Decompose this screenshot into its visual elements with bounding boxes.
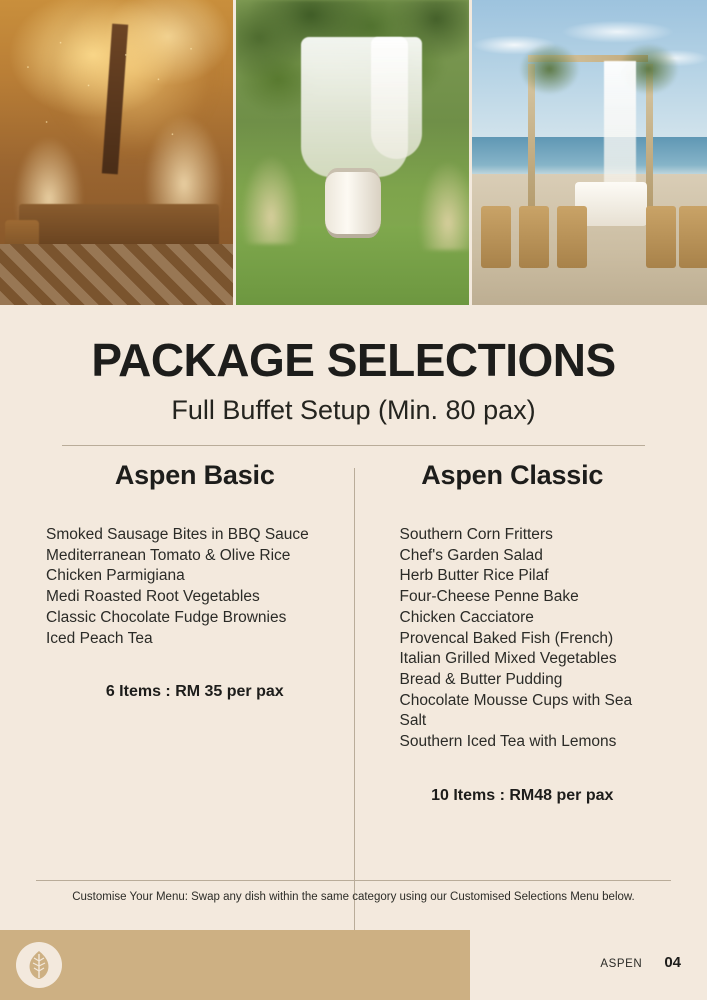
page-footer xyxy=(0,930,707,1000)
package-price-classic: 10 Items : RM48 per pax xyxy=(431,786,614,804)
beach-setup-photo xyxy=(472,0,707,305)
list-item: Bread & Butter Pudding xyxy=(399,670,563,688)
note-divider xyxy=(36,880,671,881)
photo-gallery xyxy=(0,0,707,305)
list-item: Herb Butter Rice Pilaf xyxy=(399,567,549,585)
page-number: 04 xyxy=(664,954,681,971)
list-item: Iced Peach Tea xyxy=(46,629,153,647)
list-item: Italian Grilled Mixed Vegetables xyxy=(399,650,617,668)
header-divider xyxy=(62,445,645,446)
page-subtitle: Full Buffet Setup (Min. 80 pax) xyxy=(171,395,536,425)
list-item: Southern Iced Tea with Lemons xyxy=(399,733,617,751)
garden-ceremony-arch-photo xyxy=(236,0,469,305)
rustic-golden-reception-photo xyxy=(0,0,233,305)
leaf-emblem-icon xyxy=(16,942,62,988)
list-item: Smoked Sausage Bites in BBQ Sauce xyxy=(46,526,309,543)
customise-note: Customise Your Menu: Swap any dish within the same category using our Customised Selections Menu below. xyxy=(72,891,635,903)
list-item: Provencal Baked Fish (French) xyxy=(399,629,614,647)
package-items-basic xyxy=(46,525,344,649)
footer-meta xyxy=(600,954,681,971)
package-title-basic: Aspen Basic xyxy=(114,460,275,490)
list-item: Chocolate Mousse Cups with Sea Salt xyxy=(399,691,633,730)
list-item: Chef's Garden Salad xyxy=(399,546,543,564)
customise-note-block xyxy=(36,880,671,903)
package-column-classic xyxy=(354,460,672,805)
package-column-basic xyxy=(36,460,354,805)
package-title-classic: Aspen Classic xyxy=(421,460,604,490)
package-items-classic xyxy=(364,525,662,753)
footer-band xyxy=(0,930,470,1000)
list-item: Southern Corn Fritters xyxy=(399,526,553,543)
column-divider xyxy=(354,468,355,1000)
list-item: Chicken Parmigiana xyxy=(46,567,185,585)
package-columns xyxy=(36,460,671,805)
footer-brand: ASPEN xyxy=(600,958,643,970)
package-price-basic: 6 Items : RM 35 per pax xyxy=(105,683,284,701)
list-item: Chicken Cacciatore xyxy=(399,608,534,626)
page-content xyxy=(0,305,707,805)
list-item: Medi Roasted Root Vegetables xyxy=(46,588,260,606)
list-item: Mediterranean Tomato & Olive Rice xyxy=(46,546,291,564)
page-title: PACKAGE SELECTIONS xyxy=(91,334,616,386)
list-item: Four-Cheese Penne Bake xyxy=(399,588,579,606)
list-item: Classic Chocolate Fudge Brownies xyxy=(46,608,287,626)
